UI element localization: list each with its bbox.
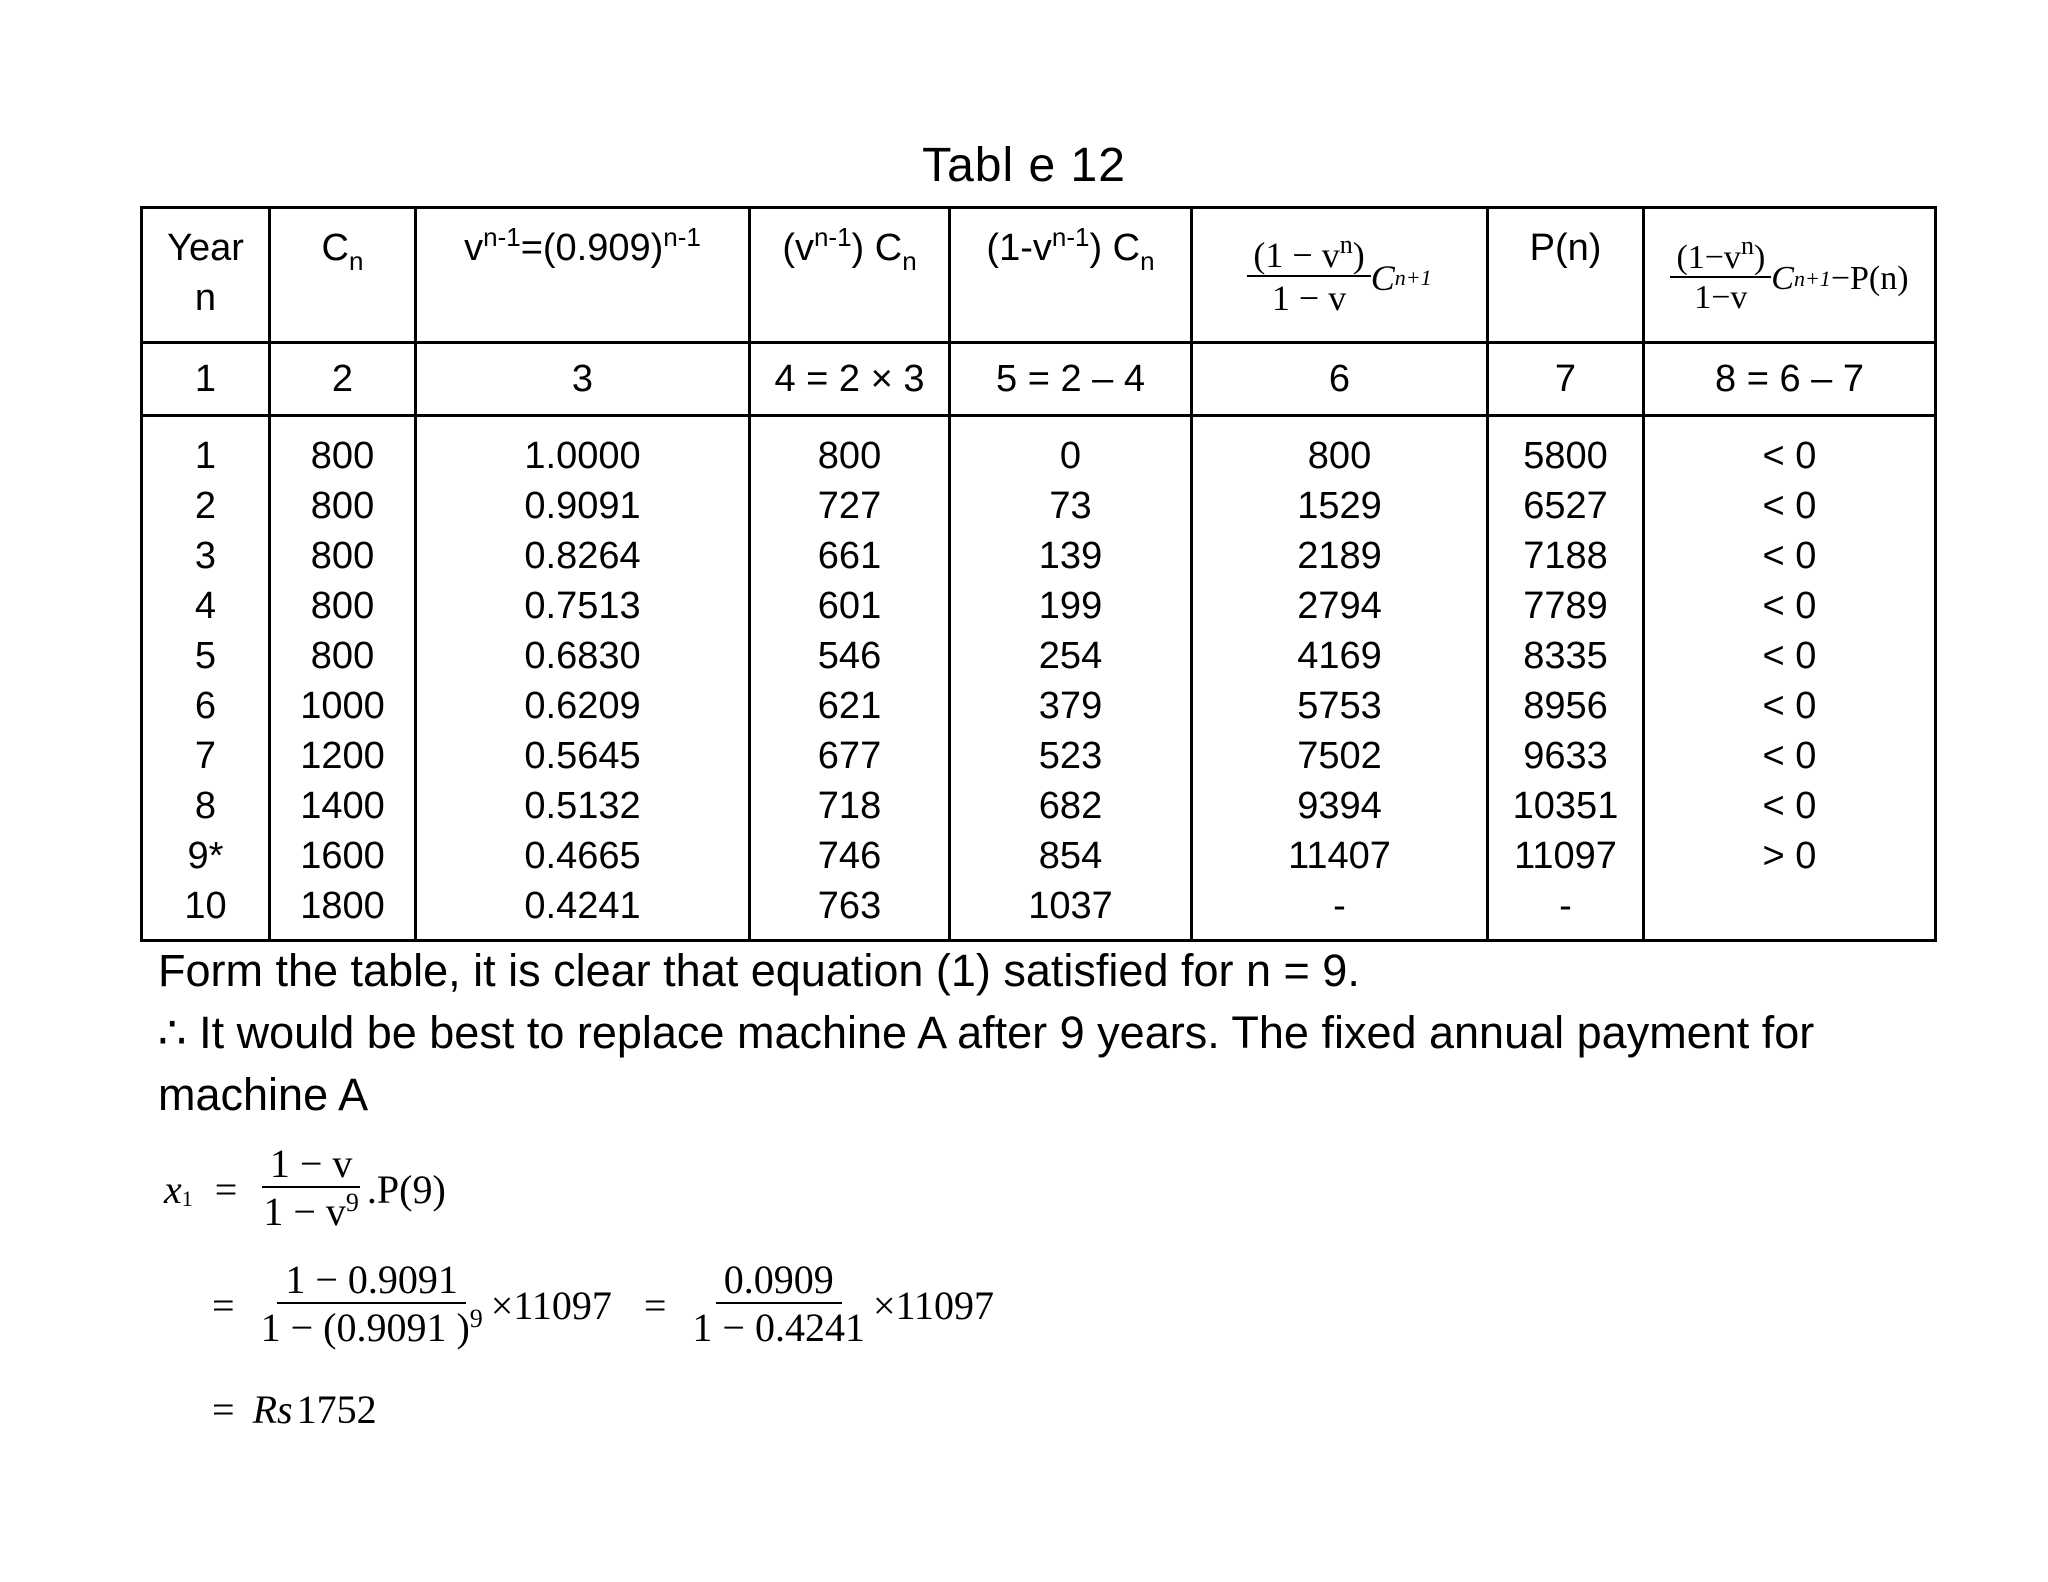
table-cell: 718 xyxy=(750,781,950,831)
table-cell: 3 xyxy=(142,531,270,581)
table-cell: < 0 xyxy=(1644,781,1936,831)
paragraph-line: ∴ It would be best to replace machine A after 9 years. The fixed annual payment for xyxy=(158,1007,1815,1058)
table-cell xyxy=(1644,881,1936,941)
table-row xyxy=(142,531,1936,581)
table-cell: 0.9091 xyxy=(416,481,750,531)
table-cell: 0.8264 xyxy=(416,531,750,581)
table-cell: < 0 xyxy=(1644,416,1936,482)
header-v-power: $v^{n-1}=(0.909)^{n-1}$ xyxy=(416,208,750,343)
header-col8-formula: $\frac{(1-v^n)}{1-v}$ C n+1 −P(n) xyxy=(1644,208,1936,343)
table-cell: 11407 xyxy=(1192,831,1488,881)
table-cell: < 0 xyxy=(1644,631,1936,681)
table-cell: 1529 xyxy=(1192,481,1488,531)
table-cell: 800 xyxy=(1192,416,1488,482)
table-cell: 139 xyxy=(950,531,1192,581)
table-cell: 11097 xyxy=(1488,831,1644,881)
table-cell: < 0 xyxy=(1644,731,1936,781)
table-cell: 763 xyxy=(750,881,950,941)
table-cell: 10351 xyxy=(1488,781,1644,831)
table-cell: 682 xyxy=(950,781,1192,831)
table-cell: 7188 xyxy=(1488,531,1644,581)
header-col4: $(v^{n-1})$ $C_n$ xyxy=(750,208,950,343)
table-cell: 2 xyxy=(142,481,270,531)
table-cell: 2794 xyxy=(1192,581,1488,631)
table-cell: 8956 xyxy=(1488,681,1644,731)
table-body xyxy=(142,416,1936,941)
table-cell: 800 xyxy=(270,581,416,631)
table-cell: 523 xyxy=(950,731,1192,781)
table-title: Tabl e 12 xyxy=(922,139,1126,192)
table-cell: 601 xyxy=(750,581,950,631)
paragraph-line: machine A xyxy=(158,1069,369,1120)
table-cell: 5800 xyxy=(1488,416,1644,482)
table-row xyxy=(142,781,1936,831)
data-table xyxy=(140,206,1937,942)
table-cell: 546 xyxy=(750,631,950,681)
header-pn: P(n) xyxy=(1488,208,1644,343)
header-col5: $(1-v^{n-1})$ $C_n$ xyxy=(950,208,1192,343)
table-cell: < 0 xyxy=(1644,681,1936,731)
table-cell: 1200 xyxy=(270,731,416,781)
table-cell: 800 xyxy=(270,416,416,482)
explanation-text xyxy=(158,940,1938,1126)
table-cell: 9* xyxy=(142,831,270,881)
equation-1: x 1 = $\frac{1 - v}{1 - v^9}$ .P(9) xyxy=(164,1141,446,1234)
table-row xyxy=(142,681,1936,731)
table-cell: 0 xyxy=(950,416,1192,482)
table-cell: 10 xyxy=(142,881,270,941)
table-row xyxy=(142,881,1936,941)
table-cell: < 0 xyxy=(1644,481,1936,531)
table-cell: 661 xyxy=(750,531,950,581)
table-cell: 746 xyxy=(750,831,950,881)
equation-2: = $\frac{1 - 0.9091}{1 - (0.9091 )^9}$ ×11097 = $\frac{0.0909}{1 - 0.4241}$ ×11097 xyxy=(212,1257,995,1350)
table-cell: 0.6209 xyxy=(416,681,750,731)
table-cell: 8335 xyxy=(1488,631,1644,681)
table-cell: - xyxy=(1488,881,1644,941)
table-cell: 0.4665 xyxy=(416,831,750,881)
table-cell: 727 xyxy=(750,481,950,531)
table-cell: 0.6830 xyxy=(416,631,750,681)
table-row xyxy=(142,831,1936,881)
table-cell: 854 xyxy=(950,831,1192,881)
table-cell: 1600 xyxy=(270,831,416,881)
table-cell: 1000 xyxy=(270,681,416,731)
table-cell: 800 xyxy=(750,416,950,482)
table-cell: 0.4241 xyxy=(416,881,750,941)
table-cell: 0.5132 xyxy=(416,781,750,831)
column-number-row: 1 2 3 4 = 2 × 3 5 = 2 – 4 6 7 8 = 6 – 7 xyxy=(142,343,1936,416)
table-cell: 800 xyxy=(270,631,416,681)
table-cell: < 0 xyxy=(1644,581,1936,631)
equation-3: = Rs 1752 xyxy=(212,1387,377,1432)
table-cell: 0.5645 xyxy=(416,731,750,781)
table-cell: 1 xyxy=(142,416,270,482)
table-cell: 677 xyxy=(750,731,950,781)
table-row xyxy=(142,481,1936,531)
table-row xyxy=(142,416,1936,482)
table-cell: 6 xyxy=(142,681,270,731)
table-cell: 800 xyxy=(270,481,416,531)
table-row xyxy=(142,731,1936,781)
table-row xyxy=(142,631,1936,681)
table-cell: 1037 xyxy=(950,881,1192,941)
table-cell: 1800 xyxy=(270,881,416,941)
header-row xyxy=(142,208,1936,343)
header-year: Year n xyxy=(142,208,270,343)
table-cell: 5753 xyxy=(1192,681,1488,731)
table-row xyxy=(142,581,1936,631)
header-cn: $C_n$ xyxy=(270,208,416,343)
table-cell: 73 xyxy=(950,481,1192,531)
table-cell: > 0 xyxy=(1644,831,1936,881)
table-cell: 800 xyxy=(270,531,416,581)
table-cell: 6527 xyxy=(1488,481,1644,531)
table-cell: 9633 xyxy=(1488,731,1644,781)
table-cell: 0.7513 xyxy=(416,581,750,631)
table-cell: 5 xyxy=(142,631,270,681)
table-cell: 1.0000 xyxy=(416,416,750,482)
table-cell: 254 xyxy=(950,631,1192,681)
table-cell: < 0 xyxy=(1644,531,1936,581)
paragraph-line: Form the table, it is clear that equation (1) satisfied for n = 9. xyxy=(158,945,1360,996)
table-cell: 199 xyxy=(950,581,1192,631)
table-cell: - xyxy=(1192,881,1488,941)
table-cell: 1400 xyxy=(270,781,416,831)
table-cell: 7502 xyxy=(1192,731,1488,781)
table-cell: 2189 xyxy=(1192,531,1488,581)
table-cell: 621 xyxy=(750,681,950,731)
table-cell: 4 xyxy=(142,581,270,631)
table-cell: 379 xyxy=(950,681,1192,731)
table-cell: 9394 xyxy=(1192,781,1488,831)
table-cell: 7 xyxy=(142,731,270,781)
table-cell: 4169 xyxy=(1192,631,1488,681)
header-col6-formula: $\frac{(1 - v^n)}{1 - v}$ C n+1 xyxy=(1192,208,1488,343)
table-cell: 8 xyxy=(142,781,270,831)
table-cell: 7789 xyxy=(1488,581,1644,631)
